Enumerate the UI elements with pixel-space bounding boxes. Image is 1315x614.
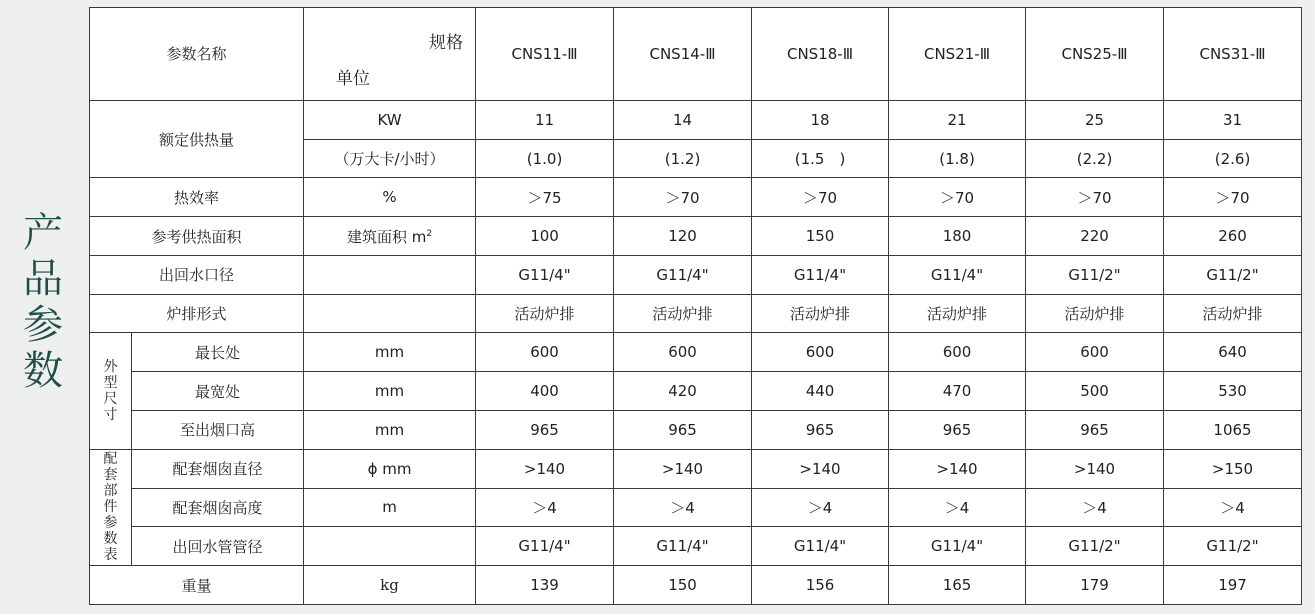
cell-value: 165 bbox=[889, 566, 1026, 605]
cell-value: 活动炉排 bbox=[614, 294, 752, 333]
cell-value: 220 bbox=[1026, 217, 1164, 256]
cell-value: 500 bbox=[1026, 372, 1164, 411]
cell-value: ＞4 bbox=[476, 488, 614, 527]
row-name: 配套烟囱直径 bbox=[132, 449, 304, 488]
table-row bbox=[90, 255, 1302, 294]
cell-value: >140 bbox=[752, 449, 889, 488]
header-param-name: 参数名称 bbox=[90, 8, 304, 101]
cell-value: >140 bbox=[614, 449, 752, 488]
cell-value: 197 bbox=[1164, 566, 1302, 605]
cell-value: 150 bbox=[752, 217, 889, 256]
cell-value: ＞70 bbox=[1026, 178, 1164, 217]
cell-value: >140 bbox=[1026, 449, 1164, 488]
header-model: CNS25-Ⅲ bbox=[1026, 8, 1164, 101]
parameter-table bbox=[89, 7, 1302, 605]
cell-value: 600 bbox=[476, 333, 614, 372]
cell-value: 25 bbox=[1026, 100, 1164, 139]
table-row bbox=[90, 217, 1302, 256]
cell-value: (1.0) bbox=[476, 139, 614, 178]
cell-value: 活动炉排 bbox=[476, 294, 614, 333]
cell-value: 活动炉排 bbox=[889, 294, 1026, 333]
cell-value: 179 bbox=[1026, 566, 1164, 605]
cell-value: 活动炉排 bbox=[1164, 294, 1302, 333]
cell-value: 965 bbox=[752, 410, 889, 449]
table-row bbox=[90, 566, 1302, 605]
cell-value: >150 bbox=[1164, 449, 1302, 488]
cell-value: G11/4" bbox=[476, 255, 614, 294]
cell-value: G11/2" bbox=[1026, 255, 1164, 294]
cell-value: 180 bbox=[889, 217, 1026, 256]
cell-value: 260 bbox=[1164, 217, 1302, 256]
group-label-text: 配套部件参数表 bbox=[103, 451, 118, 564]
row-unit: mm bbox=[304, 333, 476, 372]
cell-value: 440 bbox=[752, 372, 889, 411]
cell-value: (1.2) bbox=[614, 139, 752, 178]
header-spec-label: 规格 bbox=[429, 33, 464, 53]
header-row bbox=[90, 8, 1302, 101]
table-row bbox=[90, 449, 1302, 488]
table-row bbox=[90, 333, 1302, 372]
cell-value: 400 bbox=[476, 372, 614, 411]
table-row bbox=[90, 410, 1302, 449]
header-model: CNS14-Ⅲ bbox=[614, 8, 752, 101]
row-name: 参考供热面积 bbox=[90, 217, 304, 256]
row-unit: 建筑面积 m bbox=[346, 227, 427, 246]
row-name: 热效率 bbox=[90, 178, 304, 217]
cell-value: 600 bbox=[614, 333, 752, 372]
row-unit: mm bbox=[304, 410, 476, 449]
table-row bbox=[90, 178, 1302, 217]
cell-value: ＞70 bbox=[614, 178, 752, 217]
row-name: 至出烟口高 bbox=[132, 410, 304, 449]
cell-value: >140 bbox=[889, 449, 1026, 488]
header-model: CNS11-Ⅲ bbox=[476, 8, 614, 101]
cell-value: 965 bbox=[476, 410, 614, 449]
group-label-dimensions bbox=[90, 333, 132, 449]
cell-value: 21 bbox=[889, 100, 1026, 139]
row-unit: % bbox=[304, 178, 476, 217]
cell-value: 活动炉排 bbox=[752, 294, 889, 333]
cell-value: 600 bbox=[1026, 333, 1164, 372]
row-unit-cell bbox=[304, 217, 476, 256]
row-unit bbox=[304, 527, 476, 566]
cell-value: 965 bbox=[614, 410, 752, 449]
cell-value: ＞75 bbox=[476, 178, 614, 217]
cell-value: (1.5 ) bbox=[752, 139, 889, 178]
cell-value: ＞4 bbox=[752, 488, 889, 527]
header-model: CNS18-Ⅲ bbox=[752, 8, 889, 101]
cell-value: ＞4 bbox=[1164, 488, 1302, 527]
cell-value: 965 bbox=[889, 410, 1026, 449]
cell-value: 600 bbox=[889, 333, 1026, 372]
cell-value: 640 bbox=[1164, 333, 1302, 372]
row-name: 额定供热量 bbox=[90, 100, 304, 178]
cell-value: 100 bbox=[476, 217, 614, 256]
row-unit: （万大卡/小时） bbox=[304, 139, 476, 178]
table-row bbox=[90, 527, 1302, 566]
row-name: 炉排形式 bbox=[90, 294, 304, 333]
cell-value: ＞4 bbox=[1026, 488, 1164, 527]
row-unit bbox=[304, 294, 476, 333]
cell-value: ＞4 bbox=[889, 488, 1026, 527]
table-row bbox=[90, 488, 1302, 527]
cell-value: 11 bbox=[476, 100, 614, 139]
row-unit: kg bbox=[304, 566, 476, 605]
cell-value: 150 bbox=[614, 566, 752, 605]
cell-value: >140 bbox=[476, 449, 614, 488]
group-label-accessories bbox=[90, 449, 132, 565]
cell-value: 1065 bbox=[1164, 410, 1302, 449]
cell-value: 120 bbox=[614, 217, 752, 256]
row-unit: KW bbox=[304, 100, 476, 139]
cell-value: 31 bbox=[1164, 100, 1302, 139]
row-name: 出回水口径 bbox=[90, 255, 304, 294]
cell-value: (2.6) bbox=[1164, 139, 1302, 178]
cell-value: (2.2) bbox=[1026, 139, 1164, 178]
cell-value: G11/2" bbox=[1164, 255, 1302, 294]
cell-value: G11/4" bbox=[752, 527, 889, 566]
row-unit: mm bbox=[304, 372, 476, 411]
cell-value: 965 bbox=[1026, 410, 1164, 449]
header-model: CNS21-Ⅲ bbox=[889, 8, 1026, 101]
row-unit bbox=[304, 255, 476, 294]
cell-value: 14 bbox=[614, 100, 752, 139]
cell-value: 420 bbox=[614, 372, 752, 411]
header-unit-label: 单位 bbox=[336, 69, 371, 89]
row-name: 出回水管管径 bbox=[132, 527, 304, 566]
header-model: CNS31-Ⅲ bbox=[1164, 8, 1302, 101]
cell-value: G11/2" bbox=[1026, 527, 1164, 566]
cell-value: (1.8) bbox=[889, 139, 1026, 178]
row-name: 配套烟囱高度 bbox=[132, 488, 304, 527]
side-title: 产品参数 bbox=[23, 210, 63, 394]
cell-value: ＞70 bbox=[889, 178, 1026, 217]
row-name: 最宽处 bbox=[132, 372, 304, 411]
cell-value: G11/2" bbox=[1164, 527, 1302, 566]
cell-value: G11/4" bbox=[614, 255, 752, 294]
cell-value: G11/4" bbox=[889, 527, 1026, 566]
cell-value: ＞70 bbox=[752, 178, 889, 217]
cell-value: G11/4" bbox=[614, 527, 752, 566]
row-unit: m bbox=[304, 488, 476, 527]
row-unit: ϕ mm bbox=[304, 449, 476, 488]
cell-value: 600 bbox=[752, 333, 889, 372]
cell-value: 18 bbox=[752, 100, 889, 139]
row-name: 重量 bbox=[90, 566, 304, 605]
header-spec-unit-cell bbox=[304, 8, 476, 101]
cell-value: 156 bbox=[752, 566, 889, 605]
cell-value: G11/4" bbox=[889, 255, 1026, 294]
table-row bbox=[90, 100, 1302, 139]
cell-value: ＞4 bbox=[614, 488, 752, 527]
row-name: 最长处 bbox=[132, 333, 304, 372]
cell-value: 470 bbox=[889, 372, 1026, 411]
cell-value: ＞70 bbox=[1164, 178, 1302, 217]
cell-value: 139 bbox=[476, 566, 614, 605]
group-label-text: 外型尺寸 bbox=[103, 359, 118, 424]
table-row bbox=[90, 372, 1302, 411]
cell-value: 活动炉排 bbox=[1026, 294, 1164, 333]
cell-value: G11/4" bbox=[476, 527, 614, 566]
table-row bbox=[90, 294, 1302, 333]
cell-value: G11/4" bbox=[752, 255, 889, 294]
unit-superscript: 2 bbox=[426, 228, 433, 239]
cell-value: 530 bbox=[1164, 372, 1302, 411]
